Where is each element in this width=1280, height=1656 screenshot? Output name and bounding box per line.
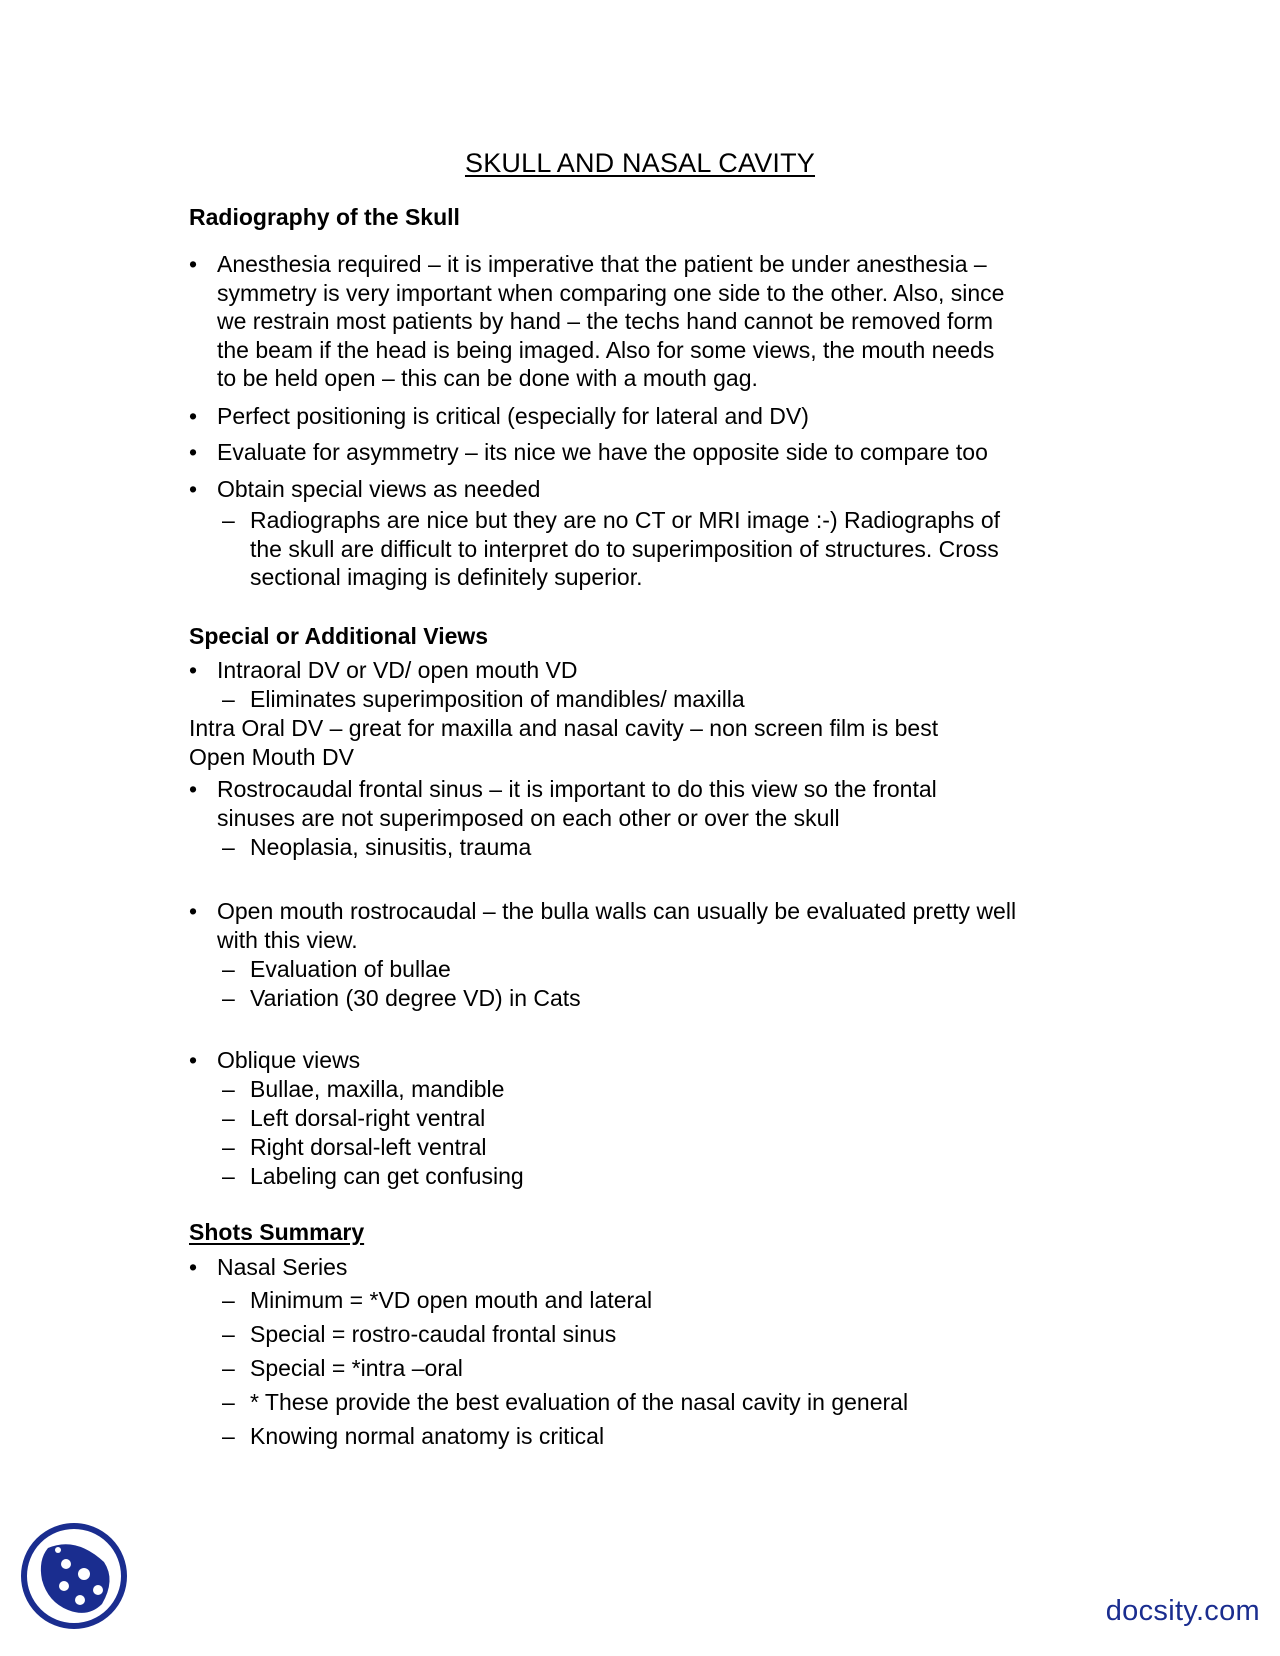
bullet-text: Open mouth rostrocaudal – the bulla walls can usually be evaluated pretty well with this view. xyxy=(217,898,1017,953)
sub-text: * These provide the best evaluation of the nasal cavity in general xyxy=(250,1389,909,1415)
dash-mark: – xyxy=(222,956,235,982)
text-open-mouth-dv: Open Mouth DV xyxy=(189,744,354,770)
sub-right-dorsal xyxy=(222,1133,1102,1162)
sub-radiographs xyxy=(222,506,1102,592)
bullet-text: Nasal Series xyxy=(217,1254,348,1280)
bullet-mark: • xyxy=(189,657,198,683)
sub-best-evaluation xyxy=(222,1388,1102,1417)
sub-text: Bullae, maxilla, mandible xyxy=(250,1076,505,1102)
sub-bullae-maxilla xyxy=(222,1075,1102,1104)
bullet-mark: • xyxy=(189,403,198,429)
bullet-text: Oblique views xyxy=(217,1047,361,1073)
dash-mark: – xyxy=(222,1355,235,1381)
dash-mark: – xyxy=(222,1134,235,1160)
sub-text: Variation (30 degree VD) in Cats xyxy=(250,985,581,1011)
dash-mark: – xyxy=(222,1389,235,1415)
bullet-text: Anesthesia required – it is imperative that the patient be under anesthesia – symmetry is very important when comparing one side to the other. Also, since we restrain most patients by hand – the techs hand cannot be removed form the beam if the head is being imaged. Also for some views, the mouth needs to be held open – this can be done with a mouth gag. xyxy=(217,251,1005,391)
dash-mark: – xyxy=(222,1076,235,1102)
bullet-mark: • xyxy=(189,776,198,802)
bullet-positioning xyxy=(189,402,1089,431)
bullet-special-views xyxy=(189,475,1089,504)
section-heading-radiography: Radiography of the Skull xyxy=(189,204,460,230)
sub-eliminates xyxy=(222,685,1102,714)
section-heading-shots-summary: Shots Summary xyxy=(189,1219,365,1245)
sub-evaluation-bullae xyxy=(222,955,1102,984)
bullet-anesthesia xyxy=(189,250,1089,393)
sub-text: Evaluation of bullae xyxy=(250,956,451,982)
bullet-mark: • xyxy=(189,1254,198,1280)
sub-text: Eliminates superimposition of mandibles/ maxilla xyxy=(250,686,745,712)
sub-text: Labeling can get confusing xyxy=(250,1163,524,1189)
bullet-text: Rostrocaudal frontal sinus – it is important to do this view so the frontal sinuses are not superimposed on each other or over the skull xyxy=(217,776,937,831)
sub-text: Radiographs are nice but they are no CT or MRI image :-) Radiographs of the skull are difficult to interpret do to superimposition of structures. Cross sectional imaging is definitely superior. xyxy=(250,507,1001,590)
bullet-text: Intraoral DV or VD/ open mouth VD xyxy=(217,657,578,683)
sub-text: Right dorsal-left ventral xyxy=(250,1134,487,1160)
sub-text: Left dorsal-right ventral xyxy=(250,1105,486,1131)
bullet-mark: • xyxy=(189,898,198,924)
section-heading-special-views: Special or Additional Views xyxy=(189,623,489,649)
dash-mark: – xyxy=(222,1321,235,1347)
dash-mark: – xyxy=(222,985,235,1011)
dash-mark: – xyxy=(222,834,235,860)
bullet-mark: • xyxy=(189,476,198,502)
dash-mark: – xyxy=(222,1423,235,1449)
sub-text: Knowing normal anatomy is critical xyxy=(250,1423,605,1449)
sub-special-frontal xyxy=(222,1320,1102,1349)
bullet-mark: • xyxy=(189,1047,198,1073)
bullet-open-mouth-rostrocaudal xyxy=(189,897,1089,954)
dash-mark: – xyxy=(222,1163,235,1189)
text-intra-oral-dv: Intra Oral DV – great for maxilla and nasal cavity – non screen film is best xyxy=(189,715,939,741)
dash-mark: – xyxy=(222,507,235,533)
bullet-text: Perfect positioning is critical (especially for lateral and DV) xyxy=(217,403,809,429)
docsity-logo-icon[interactable] xyxy=(18,1520,130,1632)
bullet-nasal-series xyxy=(189,1253,1089,1282)
sub-special-intra-oral xyxy=(222,1354,1102,1383)
sub-left-dorsal xyxy=(222,1104,1102,1133)
dash-mark: – xyxy=(222,686,235,712)
docsity-brand-link[interactable]: docsity.com xyxy=(1105,1595,1260,1627)
sub-minimum xyxy=(222,1286,1102,1315)
sub-normal-anatomy xyxy=(222,1422,1102,1451)
sub-text: Special = *intra –oral xyxy=(250,1355,463,1381)
sub-text: Neoplasia, sinusitis, trauma xyxy=(250,834,532,860)
bullet-text: Obtain special views as needed xyxy=(217,476,541,502)
bullet-mark: • xyxy=(189,251,198,277)
sub-labeling xyxy=(222,1162,1102,1191)
bullet-mark: • xyxy=(189,439,198,465)
bullet-rostrocaudal xyxy=(189,775,1089,832)
bullet-oblique-views xyxy=(189,1046,1089,1075)
dash-mark: – xyxy=(222,1287,235,1313)
bullet-asymmetry xyxy=(189,438,1089,467)
sub-variation-cats xyxy=(222,984,1102,1013)
bullet-text: Evaluate for asymmetry – its nice we have the opposite side to compare too xyxy=(217,439,988,465)
dash-mark: – xyxy=(222,1105,235,1131)
bullet-intraoral xyxy=(189,656,1089,685)
sub-text: Minimum = *VD open mouth and lateral xyxy=(250,1287,653,1313)
sub-text: Special = rostro-caudal frontal sinus xyxy=(250,1321,617,1347)
page-title: SKULL AND NASAL CAVITY xyxy=(464,148,816,178)
sub-neoplasia xyxy=(222,833,1102,862)
